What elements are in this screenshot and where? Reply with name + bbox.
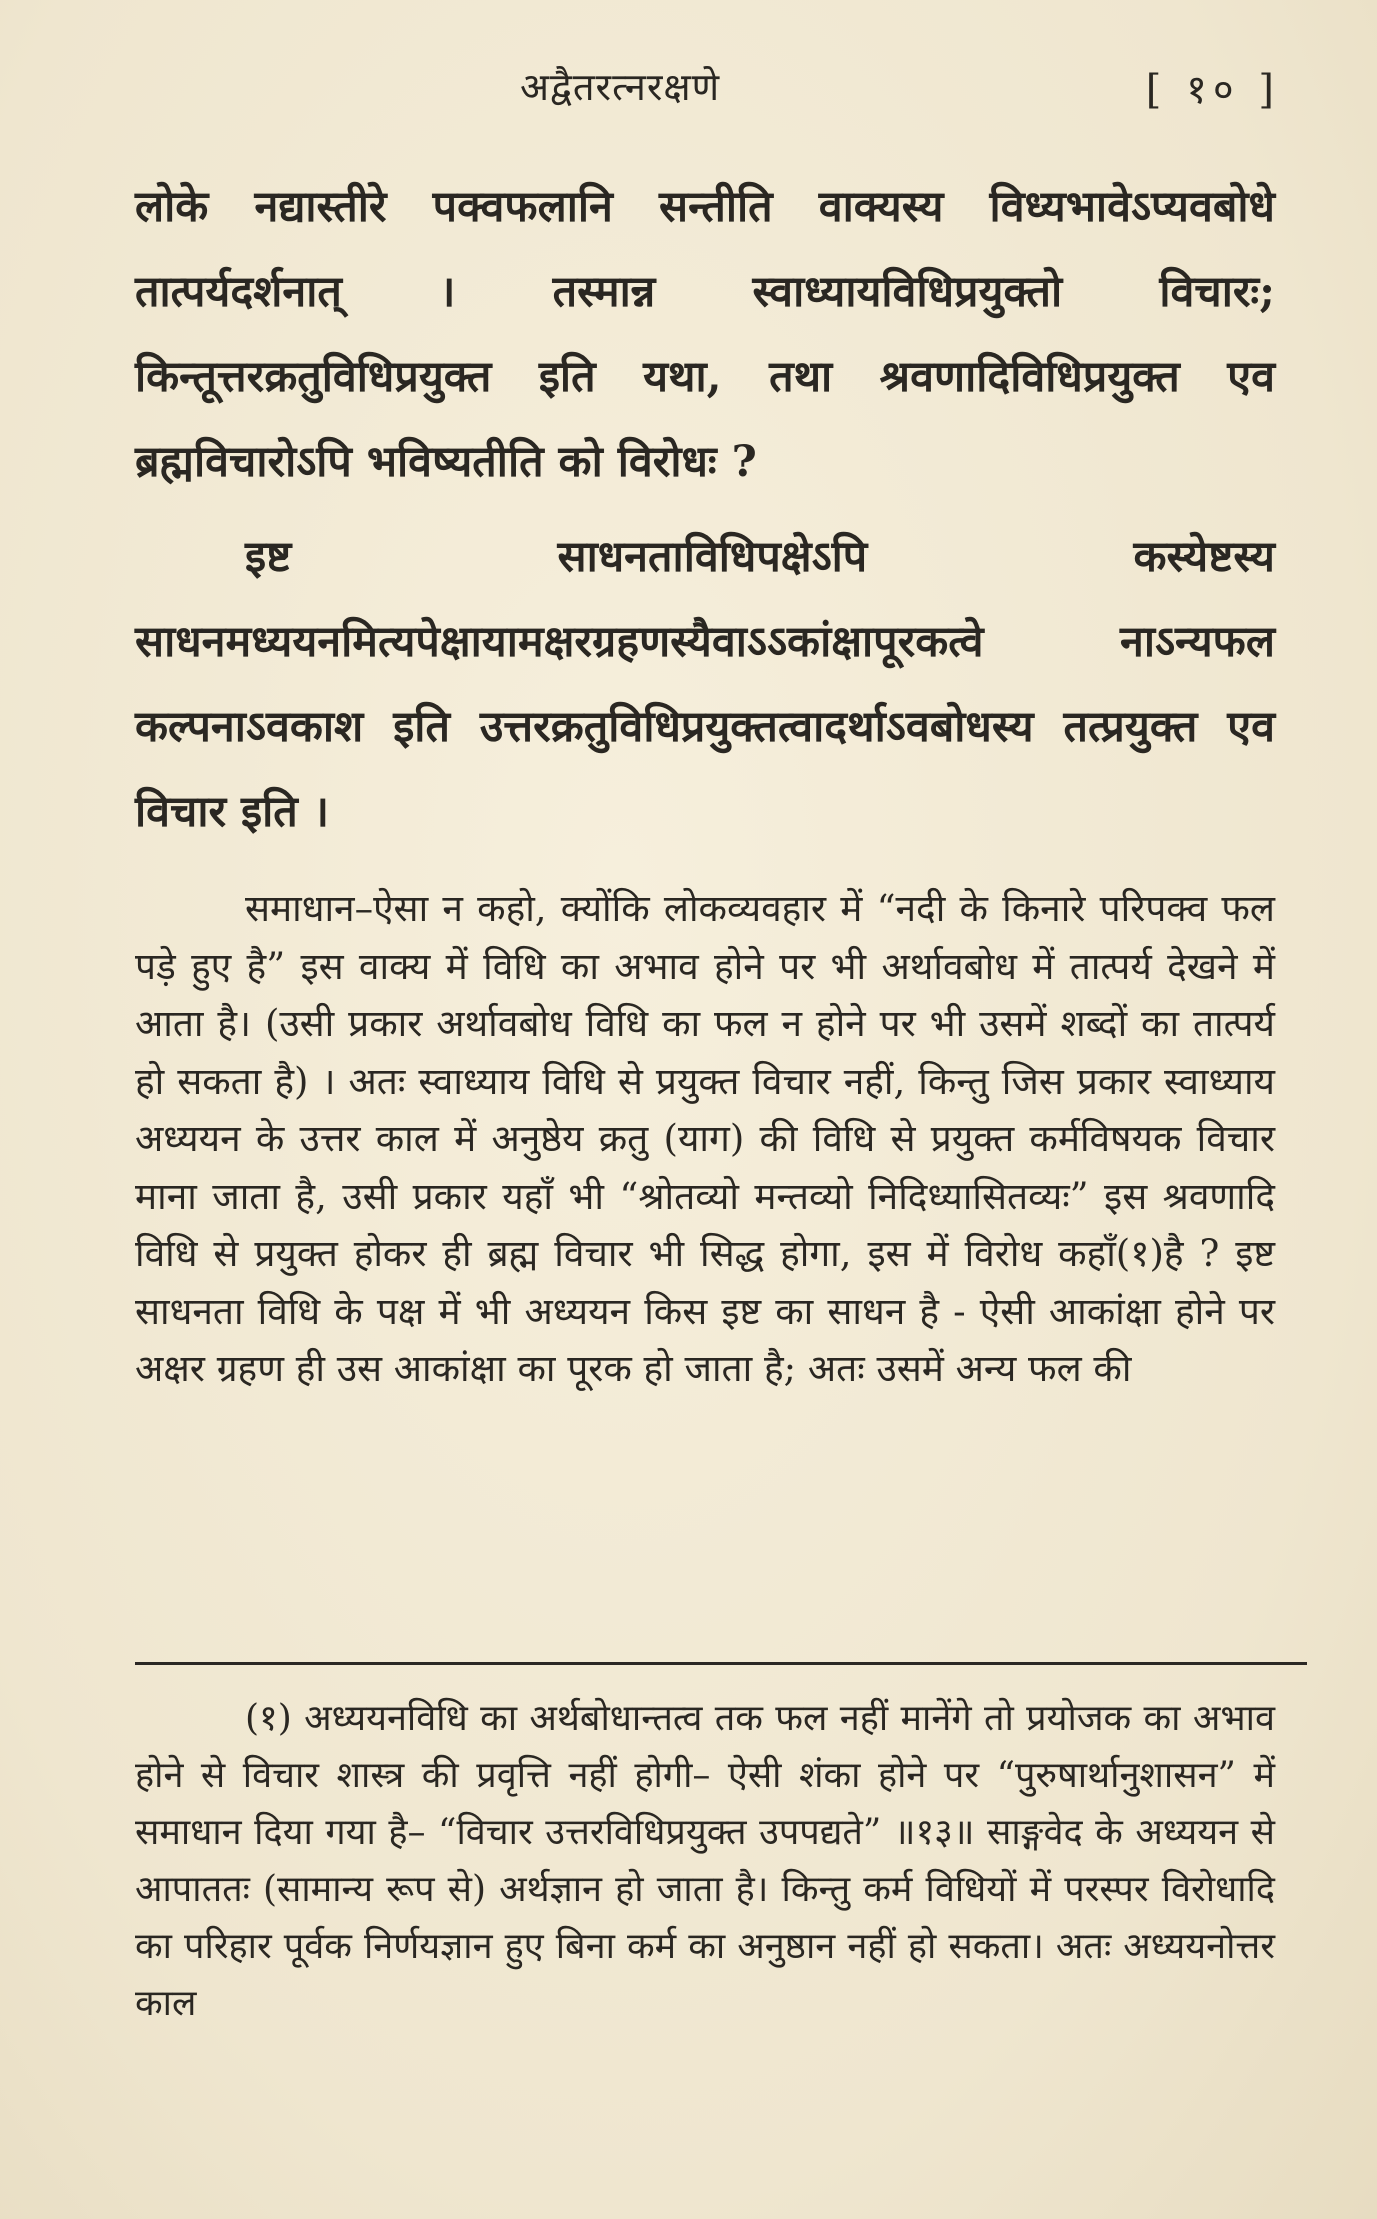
sanskrit-paragraph-1: लोके नद्यास्तीरे पक्वफलानि सन्तीति वाक्यस्य विध्यभावेऽप्यवबोधे तात्पर्यदर्शनात् । तस्मान्न स्वाध्यायविधिप्रयुक्तो विचारः; किन्तूत्तरक्रतुविधिप्रयुक्त इति यथा, तथा श्रवणादिविधिप्रयुक्त एव ब्रह्मविचारोऽपि भविष्यतीति को विरोधः ?	[135, 182, 1275, 487]
running-header	[130, 60, 1280, 130]
running-title: अद्वैतरत्नरक्षणे	[520, 65, 721, 109]
hindi-paragraph-1: समाधान–ऐसा न कहो, क्योंकि लोकव्यवहार में “नदी के किनारे परिपक्व फल पड़े हुए है” इस वाक्य में विधि का अभाव होने पर भी अर्थावबोध में तात्पर्य देखने में आता है। (उसी प्रकार अर्थावबोध विधि का फल न होने पर भी उसमें शब्दों का तात्पर्य हो सकता है) । अतः स्वाध्याय विधि से प्रयुक्त विचार नहीं, किन्तु जिस प्रकार स्वाध्याय अध्ययन के उत्तर काल में अनुष्ठेय क्रतु (याग) की विधि से प्रयुक्त कर्मविषयक विचार माना जाता है, उसी प्रकार यहाँ भी “श्रोतव्यो मन्तव्यो निदिध्यासितव्यः” इस श्रवणादि विधि से प्रयुक्त होकर ही ब्रह्म विचार भी सिद्ध होगा, इस में विरोध कहाँ(१)है ? इष्ट साधनता विधि के पक्ष में भी अध्ययन किस इष्ट का साधन है - ऐसी आकांक्षा होने पर अक्षर ग्रहण ही उस आकांक्षा का पूरक हो जाता है; अतः उसमें अन्य फल की	[135, 887, 1275, 1390]
page-number: [ १० ]	[1145, 67, 1280, 113]
footnote-divider	[135, 1662, 1307, 1665]
hindi-commentary-block	[135, 880, 1275, 1398]
sanskrit-paragraph-2: इष्ट साधनताविधिपक्षेऽपि कस्येष्टस्य साधनमध्ययनमित्यपेक्षायामक्षरग्रहणस्यैवाऽऽकांक्षापूरकत्वे नाऽन्यफल कल्पनाऽवकाश इति उत्तरक्रतुविधिप्रयुक्तत्वादर्थाऽवबोधस्य तत्प्रयुक्त एव विचार इति ।	[135, 532, 1275, 837]
sanskrit-text-block	[135, 165, 1275, 855]
footnote-block	[135, 1690, 1275, 2032]
footnote-paragraph-1: (१) अध्ययनविधि का अर्थबोधान्तत्व तक फल नहीं मानेंगे तो प्रयोजक का अभाव होने से विचार शास्त्र की प्रवृत्ति नहीं होगी– ऐसी शंका होने पर “पुरुषार्थानुशासन” में समाधान दिया गया है– “विचार उत्तरविधिप्रयुक्त उपपद्यते” ॥१३॥ साङ्गवेद के अध्ययन से आपाततः (सामान्य रूप से) अर्थज्ञान हो जाता है। किन्तु कर्म विधियों में परस्पर विरोधादि का परिहार पूर्वक निर्णयज्ञान हुए बिना कर्म का अनुष्ठान नहीं हो सकता। अतः अध्ययनोत्तर काल	[135, 1698, 1275, 2024]
